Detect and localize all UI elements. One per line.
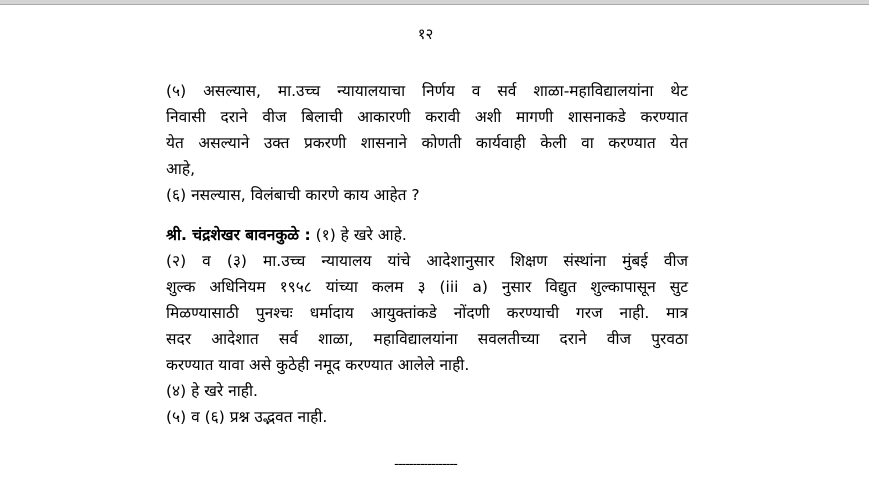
answer-line: (२) व (३) मा.उच्च न्यायालय यांचे आदेशानुसार शिक्षण संस्थांना मुंबई वीज [166,252,688,270]
end-separator: ----------------- [394,457,457,472]
speaker-name: श्री. चंद्रशेखर बावनकुळे : [166,226,311,244]
answer-line: (४) हे खरे नाही. [166,382,258,400]
answer-line: करण्यात यावा असे कुठेही नमूद करण्यात आलेले नाही. [166,356,470,374]
page-number: १२ [417,25,434,43]
question-line: (६) नसल्यास, विलंबाची कारणे काय आहेत ? [166,186,420,204]
top-border-edge [0,4,869,5]
section-gap [166,208,688,222]
question-line: निवासी दराने वीज बिलाची आकारणी करावी अशी मागणी शासनाकडे करण्यात [166,108,688,126]
answer-section [166,222,688,430]
question-line: (५) असल्यास, मा.उच्च न्यायालयाचा निर्णय व सर्व शाळा-महाविद्यालयांना थेट [166,82,688,100]
answer-line: मिळण्यासाठी पुनश्चः धर्मादाय आयुक्तांकडे नोंदणी करण्याची गरज नाही. मात्र [166,304,688,322]
answer-line: सदर आदेशात सर्व शाळा, महाविद्यालयांना सवलतीच्या दराने वीज पुरवठा [166,330,688,348]
question-line: येत असल्याने उक्त प्रकरणी शासनाने कोणती कार्यवाही केली वा करण्यात येत [166,134,688,152]
document-body [166,78,688,430]
answer-line: (५) व (६) प्रश्न उद्भवत नाही. [166,408,328,426]
first-reply: (१) हे खरे आहे. [310,226,407,244]
answer-heading [166,222,688,248]
question-line: आहे, [166,160,195,178]
answer-line: शुल्क अधिनियम १९५८ यांच्या कलम ३ (iii a) नुसार विद्युत शुल्कापासून सुट [166,278,688,296]
question-section [166,78,688,208]
